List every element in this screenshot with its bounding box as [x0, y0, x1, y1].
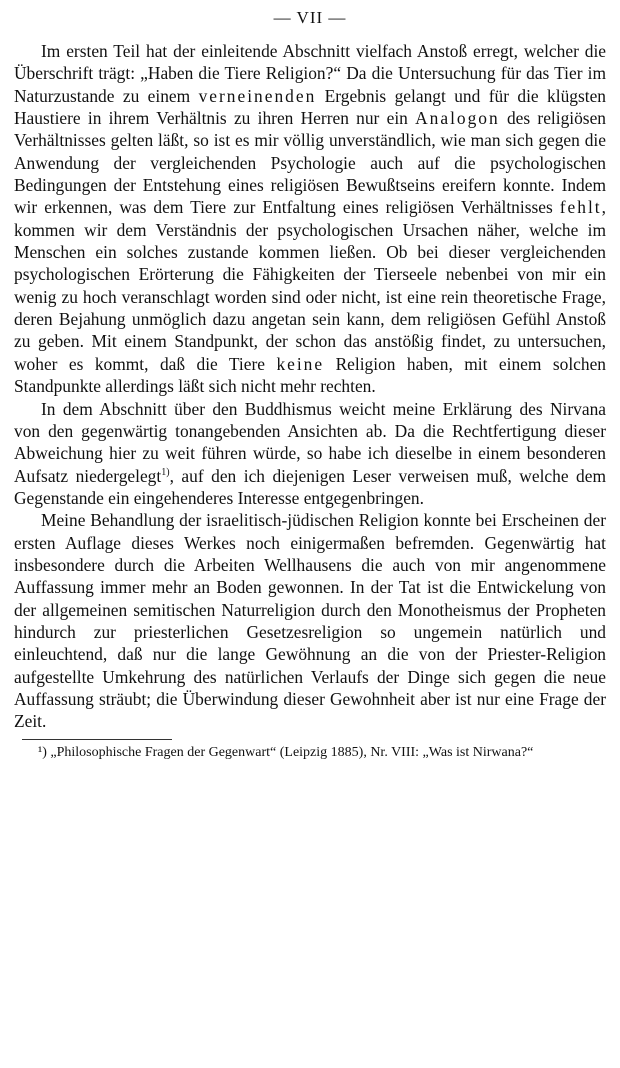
paragraph-1-text-c: des religiösen Verhältnisses gelten läßt, so ist es mir völlig unverständlich, wie man sich gegen die Anwendung der vergleichenden Psychologie auch auf die psychologischen Bedingungen der Entstehung eines religiösen Bewußtseins ereifern konnte. Indem wir erkennen, was dem Tiere zur Entfaltung eines religiösen Verhältnisses	[14, 108, 606, 218]
emphasis-fehlt: fehlt	[559, 197, 602, 218]
footnote-text: „Philosophische Fragen der Gegenwart“ (Leipzig 1885), Nr. VIII: „Was ist Nirwana?“	[50, 744, 534, 760]
paragraph-animal-religion	[14, 40, 606, 398]
footnote-marker: ¹)	[38, 744, 47, 760]
paragraph-1-text-e: Religion haben, mit einem solchen Standpunkte allerdings läßt sich nicht mehr rechten.	[14, 353, 606, 397]
footnote-reference[interactable]: 1)	[161, 466, 170, 478]
emphasis-analogon: Analogon	[415, 108, 500, 129]
paragraph-1-text-a: Im ersten Teil hat der einleitende Abschnitt vielfach Anstoß erregt, welcher die Überschrift trägt: „Haben die Tiere Religion?“ Da die Untersuchung für das Tier im Naturzustande zu einem	[14, 41, 606, 106]
paragraph-2-text-a: In dem Abschnitt über den Buddhismus weicht meine Erklärung des Nirvana von den gegenwärtig tonangebenden Ansichten ab. Da die Rechtfertigung dieser Abweichung hier zu weit führen würde, so habe ich dieselbe in einem besonderen Aufsatz niedergelegt	[14, 398, 606, 486]
emphasis-verneinenden: verneinenden	[198, 85, 317, 106]
book-page	[14, 8, 606, 762]
emphasis-keine: keine	[276, 353, 325, 374]
paragraph-1-text-d: , kommen wir dem Verständnis der psychologischen Ursachen näher, welche im Menschen ein solches zustande kommen ließen. Ob bei dieser vergleichenden psychologischen Erörterung die Fähigkeiten der Tierseele nebenbei von mir ein wenig zu hoch veranschlagt worden sind oder nicht, ist eine rein theoretische Frage, deren Bejahung unmöglich dazu angetan sein kann, dem religiösen Gefühl Anstoß zu geben. Mit einem Standpunkt, der schon das anstößig findet, zu untersuchen, woher es kommt, daß die Tiere	[14, 197, 606, 374]
paragraph-2-text-b: , auf den ich diejenigen Leser verweisen muß, welche dem Gegenstande ein eingehenderes Interesse entgegenbringen.	[14, 465, 606, 508]
footnote-divider	[22, 739, 172, 740]
main-text	[14, 40, 606, 733]
paragraph-1-text-b: Ergebnis gelangt und für die klügsten Haustiere in ihrem Verhältnis zu ihren Herren nur ein	[14, 85, 606, 129]
paragraph-buddhism	[14, 398, 606, 510]
footnote	[14, 744, 606, 762]
paragraph-israelite-religion: Meine Behandlung der israelitisch-jüdischen Religion konnte bei Erscheinen der ersten Auflage dieses Werkes noch einigermaßen befremden. Gegenwärtig hat insbesondere durch die Arbeiten Wellhausens die auch von mir angenommene Auffassung immer mehr an Boden gewonnen. In der Tat ist die Entwickelung von der allgemeinen semitischen Naturreligion durch den Monotheismus der Propheten hindurch zur priesterlichen Gesetzesreligion so ungemein natürlich und einleuchtend, daß nur die lange Gewöhnung an die von der Priester-Religion aufgestellte Umkehrung des natürlichen Verlaufs der Dinge sich gegen die neue Auffassung sträubt; die Überwindung dieser Gewohnheit aber ist nur eine Frage der Zeit.	[14, 510, 606, 732]
page-number-header: — VII —	[273, 8, 347, 27]
